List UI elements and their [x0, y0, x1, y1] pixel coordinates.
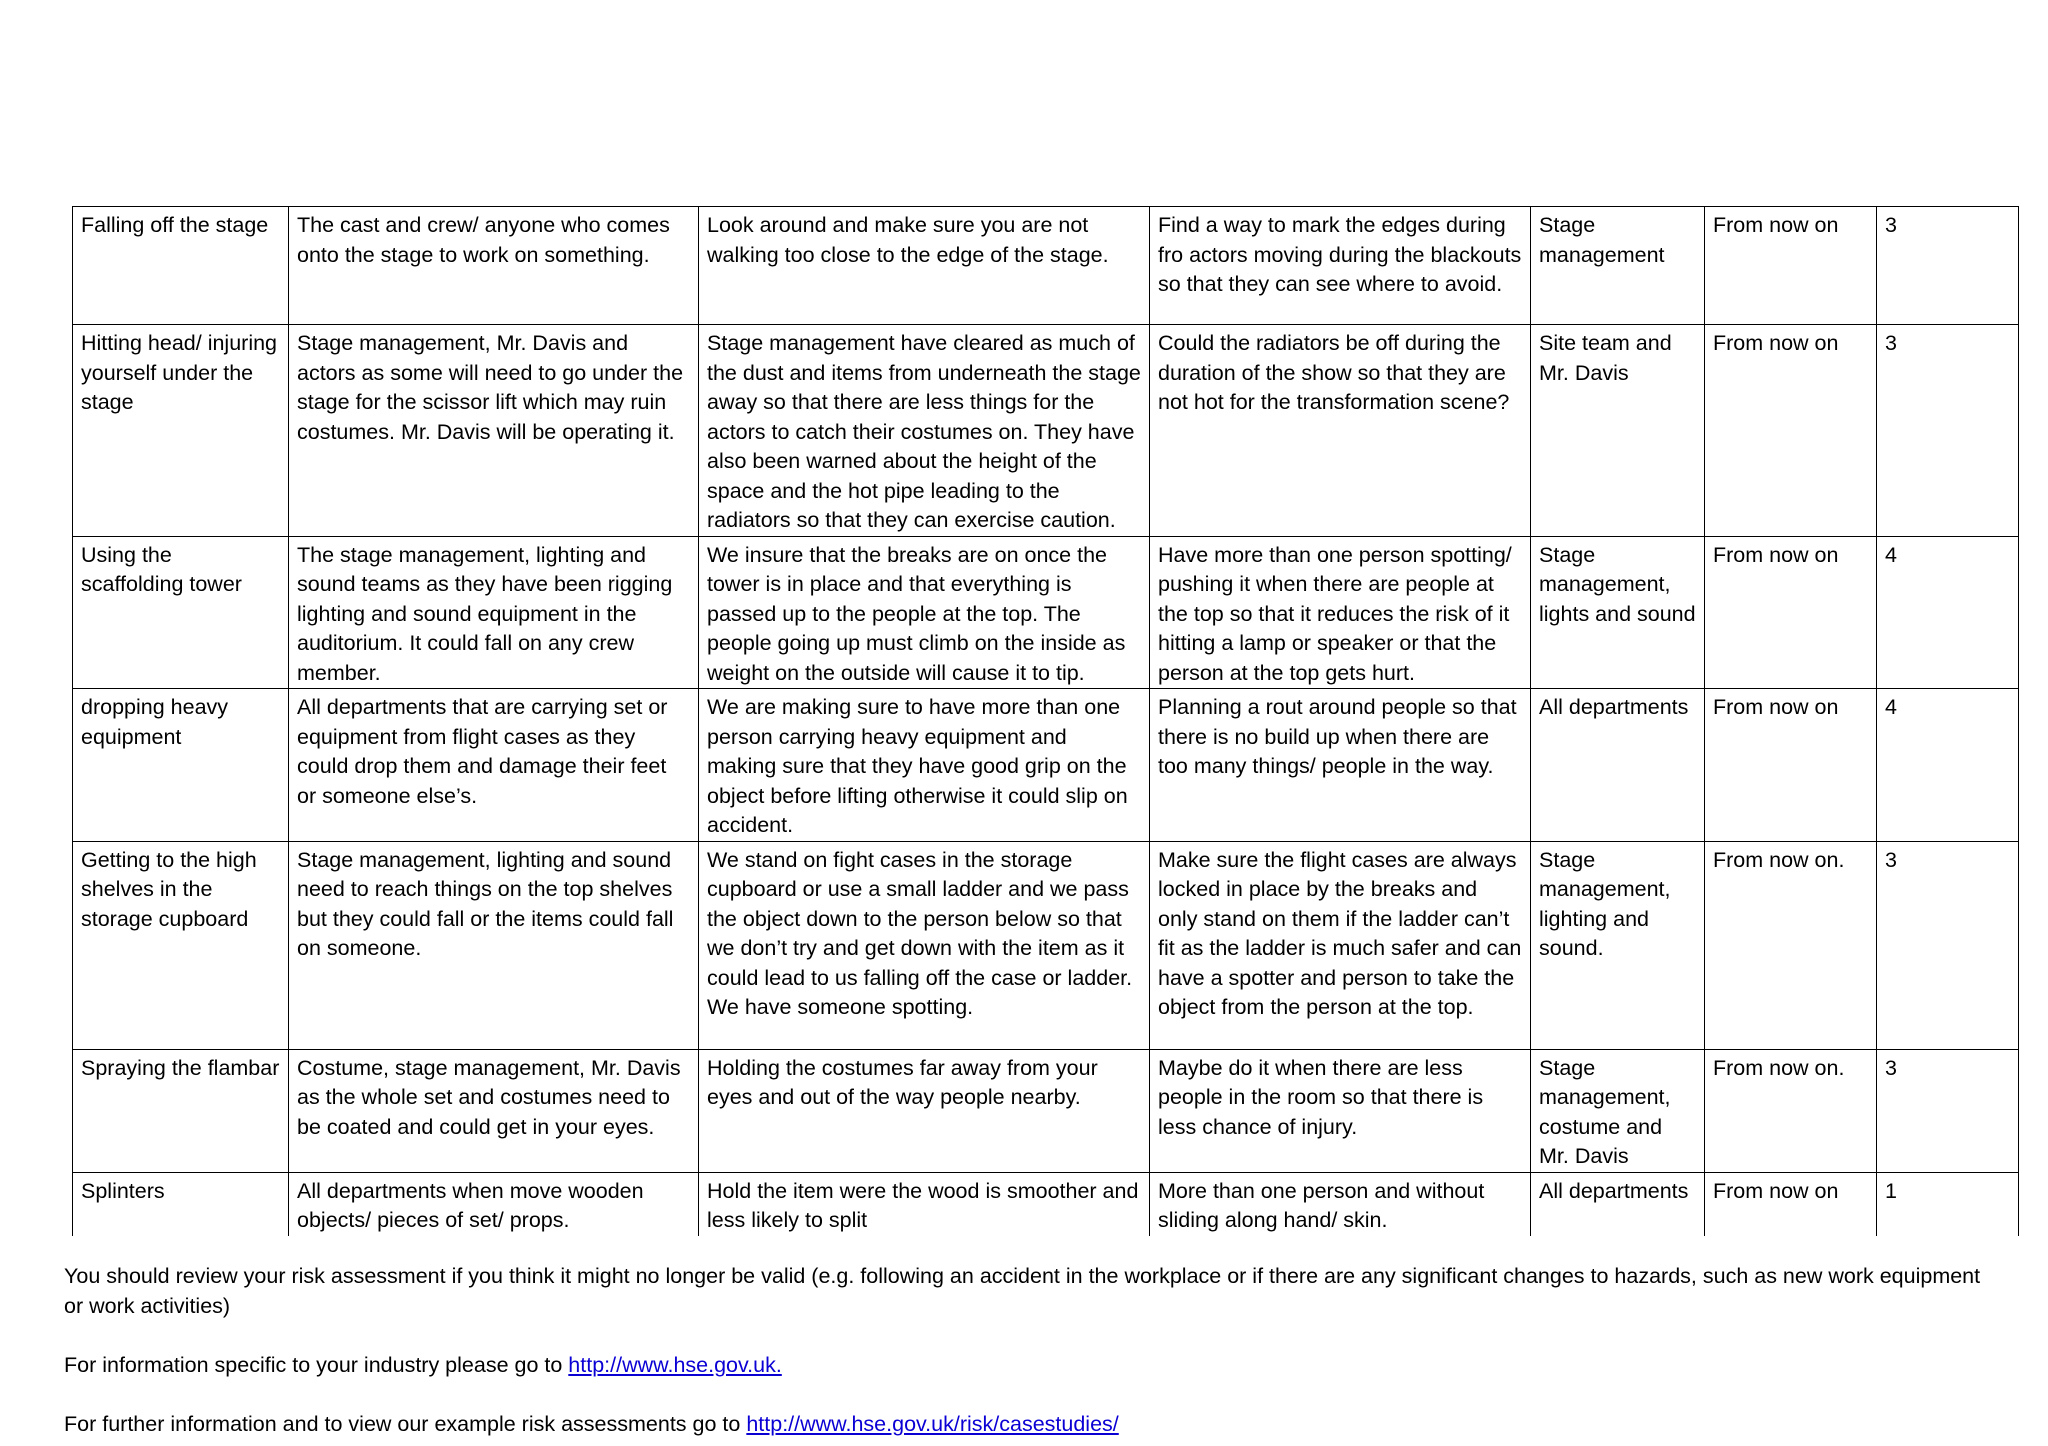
- further-info-text: For further information and to view our example risk assessments go to: [64, 1412, 747, 1436]
- hazard-cell: Hitting head/ injuring yourself under the stage: [73, 325, 289, 537]
- action-by-when-cell: From now on: [1705, 1172, 1877, 1236]
- table-row: [73, 841, 2019, 1049]
- who-affected-cell: All departments when move wooden objects/ pieces of set/ props.: [289, 1172, 699, 1236]
- table-row: [73, 536, 2019, 689]
- action-by-whom-cell: Stage management, lights and sound: [1531, 536, 1705, 689]
- current-controls-cell: Hold the item were the wood is smoother and less likely to split: [699, 1172, 1150, 1236]
- action-by-when-cell: From now on: [1705, 207, 1877, 325]
- action-by-whom-cell: Stage management, lighting and sound.: [1531, 841, 1705, 1049]
- table-row: [73, 1172, 2019, 1236]
- review-note: You should review your risk assessment if you think it might no longer be valid (e.g. following an accident in the workplace or if there are any significant changes to hazards, such as new work equipment or work activities): [64, 1264, 1981, 1318]
- who-affected-cell: The stage management, lighting and sound teams as they have been rigging lighting and sound equipment in the auditorium. It could fall on any crew member.: [289, 536, 699, 689]
- industry-info-line: [64, 1351, 2004, 1381]
- hazard-cell: Falling off the stage: [73, 207, 289, 325]
- table-row: [73, 325, 2019, 537]
- action-by-whom-cell: Stage management: [1531, 207, 1705, 325]
- who-affected-cell: Costume, stage management, Mr. Davis as the whole set and costumes need to be coated and could get in your eyes.: [289, 1049, 699, 1172]
- who-affected-cell: Stage management, lighting and sound need to reach things on the top shelves but they could fall or the items could fall on someone.: [289, 841, 699, 1049]
- further-action-cell: More than one person and without sliding along hand/ skin.: [1150, 1172, 1531, 1236]
- table-row: [73, 689, 2019, 842]
- risk-rating-cell: 3: [1877, 325, 2019, 537]
- action-by-when-cell: From now on.: [1705, 1049, 1877, 1172]
- action-by-whom-cell: All departments: [1531, 1172, 1705, 1236]
- who-affected-cell: Stage management, Mr. Davis and actors as some will need to go under the stage for the scissor lift which may ruin costumes. Mr. Davis will be operating it.: [289, 325, 699, 537]
- hazard-cell: Getting to the high shelves in the storage cupboard: [73, 841, 289, 1049]
- risk-rating-cell: 3: [1877, 1049, 2019, 1172]
- current-controls-cell: We stand on fight cases in the storage cupboard or use a small ladder and we pass the object down to the person below so that we don’t try and get down with the item as it could lead to us falling off the case or ladder. We have someone spotting.: [699, 841, 1150, 1049]
- further-info-line: [64, 1410, 2004, 1440]
- action-by-whom-cell: Site team and Mr. Davis: [1531, 325, 1705, 537]
- action-by-whom-cell: All departments: [1531, 689, 1705, 842]
- hse-link[interactable]: http://www.hse.gov.uk.: [568, 1353, 782, 1377]
- hazard-cell: Splinters: [73, 1172, 289, 1236]
- current-controls-cell: We insure that the breaks are on once the tower is in place and that everything is passed up to the people at the top. The people going up must climb on the inside as weight on the outside will cause it to tip.: [699, 536, 1150, 689]
- action-by-whom-cell: Stage management, costume and Mr. Davis: [1531, 1049, 1705, 1172]
- current-controls-cell: Look around and make sure you are not walking too close to the edge of the stage.: [699, 207, 1150, 325]
- risk-rating-cell: 4: [1877, 689, 2019, 842]
- who-affected-cell: All departments that are carrying set or equipment from flight cases as they could drop them and damage their feet or someone else’s.: [289, 689, 699, 842]
- action-by-when-cell: From now on.: [1705, 841, 1877, 1049]
- hazard-cell: dropping heavy equipment: [73, 689, 289, 842]
- action-by-when-cell: From now on: [1705, 536, 1877, 689]
- risk-rating-cell: 3: [1877, 207, 2019, 325]
- current-controls-cell: Stage management have cleared as much of the dust and items from underneath the stage away so that there are less things for the actors to catch their costumes on. They have also been warned about the height of the space and the hot pipe leading to the radiators so that they can exercise caution.: [699, 325, 1150, 537]
- risk-assessment-table: [72, 206, 2019, 1236]
- hazard-cell: Spraying the flambar: [73, 1049, 289, 1172]
- current-controls-cell: Holding the costumes far away from your eyes and out of the way people nearby.: [699, 1049, 1150, 1172]
- further-action-cell: Could the radiators be off during the duration of the show so that they are not hot for the transformation scene?: [1150, 325, 1531, 537]
- risk-rating-cell: 3: [1877, 841, 2019, 1049]
- further-action-cell: Have more than one person spotting/ pushing it when there are people at the top so that it reduces the risk of it hitting a lamp or speaker or that the person at the top gets hurt.: [1150, 536, 1531, 689]
- table-row: [73, 207, 2019, 325]
- case-studies-link[interactable]: http://www.hse.gov.uk/risk/casestudies/: [746, 1412, 1119, 1436]
- risk-rating-cell: 1: [1877, 1172, 2019, 1236]
- industry-info-text: For information specific to your industry please go to: [64, 1353, 569, 1377]
- further-action-cell: Planning a rout around people so that there is no build up when there are too many things/ people in the way.: [1150, 689, 1531, 842]
- action-by-when-cell: From now on: [1705, 689, 1877, 842]
- current-controls-cell: We are making sure to have more than one person carrying heavy equipment and making sure that they have good grip on the object before lifting otherwise it could slip on accident.: [699, 689, 1150, 842]
- action-by-when-cell: From now on: [1705, 325, 1877, 537]
- further-action-cell: Maybe do it when there are less people in the room so that there is less chance of injury.: [1150, 1049, 1531, 1172]
- table-row: [73, 1049, 2019, 1172]
- who-affected-cell: The cast and crew/ anyone who comes onto the stage to work on something.: [289, 207, 699, 325]
- further-action-cell: Make sure the flight cases are always locked in place by the breaks and only stand on them if the ladder can’t fit as the ladder is much safer and can have a spotter and person to take the object from the person at the top.: [1150, 841, 1531, 1049]
- risk-rating-cell: 4: [1877, 536, 2019, 689]
- hazard-cell: Using the scaffolding tower: [73, 536, 289, 689]
- further-action-cell: Find a way to mark the edges during fro actors moving during the blackouts so that they can see where to avoid.: [1150, 207, 1531, 325]
